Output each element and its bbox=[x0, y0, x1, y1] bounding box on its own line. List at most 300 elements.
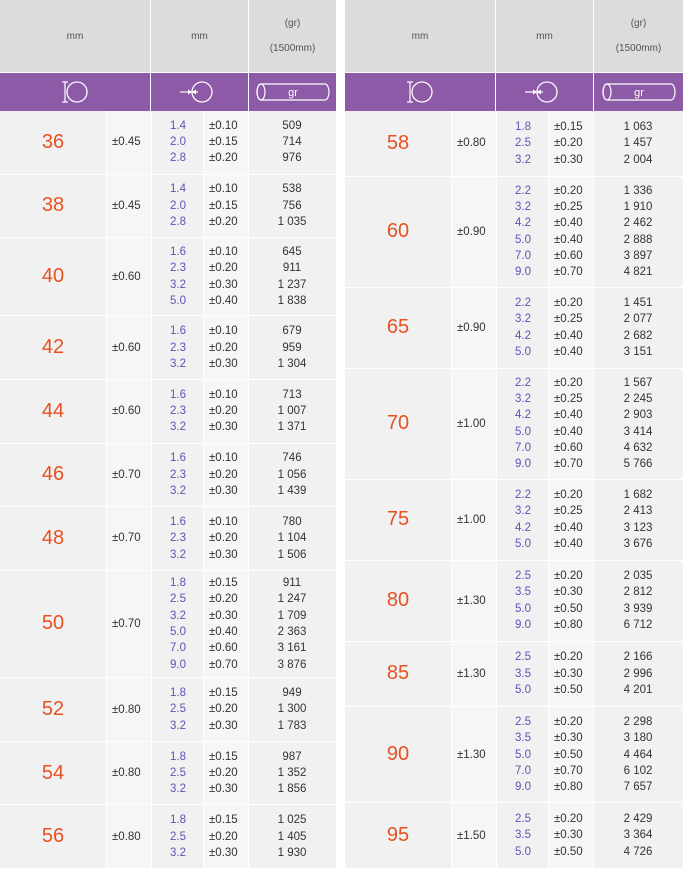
thickness-tolerance-value: ±0.20 bbox=[554, 297, 583, 310]
weight bbox=[593, 642, 683, 707]
wall-thickness-value: 2.5 bbox=[170, 830, 186, 843]
outer-diameter-value: 48 bbox=[41, 526, 65, 549]
table-row bbox=[0, 111, 336, 175]
thickness-tolerance-value: ±0.50 bbox=[554, 684, 583, 697]
weight bbox=[248, 678, 336, 741]
wall-thickness-value: 2.5 bbox=[515, 716, 531, 728]
weight bbox=[248, 507, 336, 570]
wall-thickness-value: 4.2 bbox=[515, 409, 531, 422]
diameter-tolerance bbox=[106, 571, 151, 677]
outer-diameter bbox=[0, 175, 106, 238]
thickness-tolerance-value: ±0.30 bbox=[209, 719, 238, 732]
thickness-tolerance bbox=[203, 444, 248, 507]
weight-value: 3 364 bbox=[623, 829, 653, 842]
diameter-tolerance bbox=[451, 369, 496, 479]
weight-value: 3 897 bbox=[623, 250, 653, 263]
diameter-tolerance bbox=[106, 742, 151, 805]
thickness-tolerance-value: ±0.10 bbox=[209, 452, 238, 465]
weight-value: 6 102 bbox=[623, 764, 653, 777]
table-row bbox=[0, 678, 336, 742]
outer-diameter bbox=[345, 288, 451, 368]
weight-value: 1 104 bbox=[277, 532, 307, 545]
outer-diameter bbox=[0, 380, 106, 443]
wall-thickness bbox=[151, 316, 203, 379]
weight-value: 4 821 bbox=[623, 266, 653, 279]
outer-diameter-value: 58 bbox=[386, 131, 410, 154]
wall-thickness bbox=[496, 642, 548, 707]
weight-value: 6 712 bbox=[623, 618, 653, 631]
thickness-tolerance-value: ±0.20 bbox=[554, 813, 583, 826]
table-row bbox=[345, 369, 683, 480]
weight-value: 1 457 bbox=[623, 137, 653, 150]
tube-weight-icon bbox=[249, 73, 336, 111]
table-row bbox=[345, 561, 683, 642]
weight-value: 3 161 bbox=[277, 642, 307, 655]
weight-unit bbox=[249, 0, 336, 72]
weight-value: 2 035 bbox=[623, 569, 653, 582]
weight-value: 1 304 bbox=[277, 357, 307, 370]
thickness-tolerance-value: ±0.20 bbox=[209, 468, 238, 481]
diameter-tolerance bbox=[451, 177, 496, 287]
diameter-tolerance bbox=[106, 507, 151, 570]
weight-value: 1 063 bbox=[623, 120, 653, 133]
wall-thickness bbox=[151, 111, 203, 174]
weight-value: 1 506 bbox=[277, 548, 307, 561]
thickness-tolerance-value: ±0.10 bbox=[209, 246, 238, 259]
wall-thickness-value: 2.5 bbox=[170, 703, 186, 716]
thickness-tolerance-value: ±0.10 bbox=[209, 516, 238, 529]
diameter-tolerance-value: ±1.30 bbox=[457, 667, 486, 680]
weight-value: 2 298 bbox=[623, 716, 653, 728]
wall-thickness-value: 7.0 bbox=[515, 250, 531, 263]
weight bbox=[593, 288, 683, 368]
thickness-tolerance-value: ±0.20 bbox=[209, 532, 238, 545]
thickness-tolerance-value: ±0.15 bbox=[554, 120, 583, 133]
diameter-tolerance bbox=[106, 316, 151, 379]
weight-value: 509 bbox=[282, 119, 302, 132]
diameter-tolerance-value: ±0.90 bbox=[457, 225, 486, 238]
wall-thickness-value: 1.4 bbox=[170, 183, 186, 196]
wall-thickness-value: 1.6 bbox=[170, 516, 186, 529]
outer-diameter bbox=[0, 678, 106, 741]
wall-thickness bbox=[151, 571, 203, 677]
weight-value: 2 363 bbox=[277, 625, 307, 638]
thickness-tolerance-value: ±0.20 bbox=[554, 184, 583, 197]
outer-diameter-value: 80 bbox=[386, 589, 410, 612]
weight bbox=[248, 444, 336, 507]
diameter-tolerance bbox=[106, 175, 151, 238]
thickness-tolerance-value: ±0.40 bbox=[209, 295, 238, 308]
wall-thickness bbox=[151, 742, 203, 805]
wall-thickness-value: 1.8 bbox=[170, 814, 186, 827]
weight bbox=[593, 111, 683, 176]
wall-thickness-unit: mm bbox=[191, 30, 208, 42]
diameter-tolerance-value: ±0.70 bbox=[112, 617, 141, 630]
weight bbox=[593, 707, 683, 802]
table-row bbox=[0, 175, 336, 239]
thickness-tolerance-value: ±0.30 bbox=[209, 485, 238, 498]
diameter-tolerance-value: ±0.90 bbox=[457, 321, 486, 334]
outer-diameter bbox=[0, 316, 106, 379]
table-row bbox=[0, 316, 336, 380]
weight-value: 3 676 bbox=[623, 538, 653, 551]
wall-thickness-value: 1.8 bbox=[170, 577, 186, 590]
diameter-tolerance-value: ±0.60 bbox=[112, 341, 141, 354]
thickness-tolerance-value: ±0.20 bbox=[554, 489, 583, 502]
wall-thickness-value: 1.8 bbox=[170, 750, 186, 763]
wall-thickness-value: 5.0 bbox=[170, 295, 186, 308]
wall-thickness-value: 2.2 bbox=[515, 489, 531, 502]
thickness-tolerance-value: ±0.50 bbox=[554, 602, 583, 615]
thickness-tolerance bbox=[548, 561, 593, 641]
wall-thickness-value: 3.2 bbox=[170, 609, 186, 622]
wall-thickness bbox=[496, 480, 548, 560]
wall-thickness-value: 9.0 bbox=[515, 266, 531, 279]
weight-value: 2 429 bbox=[623, 813, 653, 826]
wall-thickness bbox=[151, 175, 203, 238]
wall-thickness-value: 3.5 bbox=[515, 667, 531, 680]
outer-diameter bbox=[345, 111, 451, 176]
diameter-tolerance-value: ±1.30 bbox=[457, 748, 486, 761]
wall-thickness-value: 1.8 bbox=[515, 120, 531, 133]
weight bbox=[248, 742, 336, 805]
weight-value: 1 682 bbox=[623, 489, 653, 502]
thickness-tolerance-value: ±0.30 bbox=[209, 357, 238, 370]
weight-value: 714 bbox=[282, 136, 302, 149]
outer-diameter bbox=[345, 707, 451, 802]
outer-diameter-value: 90 bbox=[386, 743, 410, 766]
outer-diameter-value: 85 bbox=[386, 662, 410, 685]
thickness-tolerance-value: ±0.40 bbox=[554, 233, 583, 246]
weight-value: 4 464 bbox=[623, 748, 653, 761]
wall-thickness-value: 5.0 bbox=[170, 625, 186, 638]
diameter-tolerance bbox=[451, 642, 496, 707]
thickness-tolerance bbox=[203, 111, 248, 174]
weight-value: 3 180 bbox=[623, 732, 653, 745]
thickness-tolerance-value: ±0.20 bbox=[209, 262, 238, 275]
wall-thickness-value: 3.2 bbox=[515, 313, 531, 326]
thickness-tolerance-value: ±0.40 bbox=[554, 409, 583, 422]
weight-value: 1 007 bbox=[277, 405, 307, 418]
outer-diameter-unit: mm bbox=[411, 30, 429, 42]
weight bbox=[248, 571, 336, 677]
outer-diameter-value: 50 bbox=[41, 612, 65, 635]
weight-value: 959 bbox=[282, 341, 302, 354]
weight-value: 911 bbox=[282, 577, 302, 590]
thickness-tolerance-value: ±0.30 bbox=[209, 278, 238, 291]
weight-value: 1 300 bbox=[277, 703, 307, 716]
wall-thickness-value: 3.2 bbox=[515, 153, 531, 166]
weight-icon-text: gr bbox=[633, 87, 644, 99]
table-row bbox=[0, 444, 336, 508]
weight bbox=[593, 803, 683, 868]
outer-diameter-value: 95 bbox=[386, 824, 410, 847]
wall-thickness-value: 1.6 bbox=[170, 452, 186, 465]
weight-value: 1 336 bbox=[623, 184, 653, 197]
table-row bbox=[0, 805, 336, 869]
outer-diameter-value: 46 bbox=[41, 463, 65, 486]
outer-diameter-value: 70 bbox=[386, 412, 410, 435]
thickness-tolerance-value: ±0.80 bbox=[554, 781, 583, 794]
wall-thickness bbox=[496, 369, 548, 479]
wall-thickness-value: 4.2 bbox=[515, 329, 531, 342]
thickness-tolerance bbox=[203, 175, 248, 238]
diameter-circle-icon bbox=[345, 73, 495, 111]
weight-value: 3 151 bbox=[623, 346, 653, 359]
wall-thickness bbox=[496, 561, 548, 641]
thickness-tolerance bbox=[203, 380, 248, 443]
outer-diameter bbox=[345, 803, 451, 868]
diameter-tolerance bbox=[451, 561, 496, 641]
thickness-tolerance-value: ±0.15 bbox=[209, 577, 238, 590]
outer-diameter-value: 44 bbox=[41, 399, 65, 422]
thickness-tolerance-value: ±0.15 bbox=[209, 814, 238, 827]
thickness-tolerance bbox=[203, 316, 248, 379]
thickness-tolerance-value: ±0.50 bbox=[554, 845, 583, 858]
thickness-tolerance-value: ±0.30 bbox=[554, 829, 583, 842]
icon-bar bbox=[345, 73, 683, 111]
wall-thickness-value: 2.5 bbox=[515, 137, 531, 150]
weight-value: 2 888 bbox=[623, 233, 653, 246]
weight-value: 538 bbox=[282, 183, 302, 196]
weight-value: 3 123 bbox=[623, 521, 653, 534]
thickness-tolerance-value: ±0.60 bbox=[554, 250, 583, 263]
outer-diameter bbox=[345, 561, 451, 641]
thickness-tolerance bbox=[548, 177, 593, 287]
wall-thickness-value: 3.2 bbox=[170, 278, 186, 291]
weight-value: 4 726 bbox=[623, 845, 653, 858]
weight-value: 756 bbox=[282, 199, 302, 212]
weight-value: 2 077 bbox=[623, 313, 653, 326]
thickness-tolerance bbox=[548, 707, 593, 802]
wall-thickness-value: 2.3 bbox=[170, 262, 186, 275]
wall-thickness-value: 2.0 bbox=[170, 199, 186, 212]
diameter-tolerance bbox=[106, 238, 151, 315]
wall-thickness bbox=[151, 238, 203, 315]
thickness-tolerance bbox=[203, 571, 248, 677]
thickness-tolerance-value: ±0.20 bbox=[209, 152, 238, 165]
thickness-tolerance bbox=[548, 288, 593, 368]
weight-icon-text: gr bbox=[287, 87, 298, 99]
wall-thickness-value: 3.2 bbox=[515, 393, 531, 406]
diameter-tolerance bbox=[451, 803, 496, 868]
wall-thickness bbox=[151, 380, 203, 443]
wall-thickness-value: 5.0 bbox=[515, 233, 531, 246]
outer-diameter bbox=[0, 742, 106, 805]
outer-diameter bbox=[0, 444, 106, 507]
wall-thickness-value: 3.2 bbox=[170, 485, 186, 498]
outer-diameter-value: 42 bbox=[41, 336, 65, 359]
table-row bbox=[345, 111, 683, 177]
table-row bbox=[345, 707, 683, 803]
outer-diameter-value: 38 bbox=[41, 194, 65, 217]
thickness-tolerance bbox=[548, 480, 593, 560]
thickness-tolerance-value: ±0.25 bbox=[554, 393, 583, 406]
outer-diameter-value: 36 bbox=[41, 130, 65, 153]
wall-thickness bbox=[151, 805, 203, 868]
outer-diameter-value: 60 bbox=[386, 220, 410, 243]
diameter-tolerance-value: ±0.45 bbox=[112, 136, 141, 149]
weight-value: 987 bbox=[282, 750, 302, 763]
weight-value: 1 405 bbox=[277, 830, 307, 843]
diameter-tolerance bbox=[451, 707, 496, 802]
outer-diameter bbox=[345, 177, 451, 287]
table-row bbox=[0, 507, 336, 571]
weight bbox=[593, 177, 683, 287]
outer-diameter bbox=[345, 642, 451, 707]
weight-value: 4 201 bbox=[623, 684, 653, 697]
thickness-tolerance-value: ±0.30 bbox=[209, 548, 238, 561]
diameter-tolerance bbox=[451, 480, 496, 560]
thickness-tolerance bbox=[548, 111, 593, 176]
weight bbox=[593, 561, 683, 641]
thickness-tolerance-value: ±0.25 bbox=[554, 313, 583, 326]
thickness-tolerance-value: ±0.30 bbox=[554, 153, 583, 166]
wall-thickness-value: 3.2 bbox=[515, 201, 531, 214]
outer-diameter bbox=[345, 369, 451, 479]
weight bbox=[593, 480, 683, 560]
thickness-tolerance-value: ±0.40 bbox=[554, 217, 583, 230]
thickness-tolerance-value: ±0.30 bbox=[554, 732, 583, 745]
wall-thickness-value: 2.5 bbox=[515, 813, 531, 826]
thickness-tolerance-value: ±0.10 bbox=[209, 183, 238, 196]
table-row bbox=[0, 380, 336, 444]
weight-value: 1 352 bbox=[277, 766, 307, 779]
weight-value: 1 856 bbox=[277, 783, 307, 796]
table-row bbox=[345, 288, 683, 369]
thickness-tolerance-value: ±0.25 bbox=[554, 505, 583, 518]
outer-diameter bbox=[0, 805, 106, 868]
wall-thickness-value: 2.2 bbox=[515, 184, 531, 197]
weight-value: 1 035 bbox=[277, 216, 307, 229]
weight-value: 645 bbox=[282, 246, 302, 259]
thickness-tolerance-value: ±0.70 bbox=[209, 658, 238, 671]
wall-thickness-value: 5.0 bbox=[515, 538, 531, 551]
thickness-tolerance-value: ±0.20 bbox=[209, 593, 238, 606]
weight-value: 911 bbox=[282, 262, 302, 275]
thickness-tolerance-value: ±0.20 bbox=[209, 766, 238, 779]
wall-thickness bbox=[151, 507, 203, 570]
outer-diameter-value: 65 bbox=[386, 316, 410, 339]
weight-value: 2 812 bbox=[623, 586, 653, 599]
wall-thickness-value: 7.0 bbox=[170, 642, 186, 655]
outer-diameter-value: 52 bbox=[41, 698, 65, 720]
thickness-tolerance bbox=[203, 507, 248, 570]
thickness-tolerance-value: ±0.70 bbox=[554, 764, 583, 777]
wall-thickness-value: 2.3 bbox=[170, 468, 186, 481]
thickness-tolerance-value: ±0.50 bbox=[554, 748, 583, 761]
wall-thickness-value: 2.5 bbox=[170, 766, 186, 779]
weight-value: 679 bbox=[282, 325, 302, 338]
diameter-tolerance-value: ±1.50 bbox=[457, 829, 486, 842]
thickness-tolerance-value: ±0.30 bbox=[554, 586, 583, 599]
wall-thickness-value: 3.5 bbox=[515, 586, 531, 599]
table-row bbox=[345, 803, 683, 869]
weight-value: 713 bbox=[282, 388, 302, 401]
wall-thickness bbox=[151, 444, 203, 507]
wall-thickness-value: 2.2 bbox=[515, 376, 531, 389]
table-header bbox=[345, 0, 683, 73]
weight-value: 1 567 bbox=[623, 376, 653, 389]
diameter-tolerance bbox=[451, 111, 496, 176]
thickness-tolerance-value: ±0.30 bbox=[209, 421, 238, 434]
weight-value: 1 930 bbox=[277, 846, 307, 859]
thickness-tolerance-value: ±0.20 bbox=[554, 716, 583, 728]
weight-unit bbox=[594, 0, 683, 72]
weight-value: 2 166 bbox=[623, 651, 653, 664]
wall-thickness bbox=[151, 678, 203, 741]
weight-value: 3 414 bbox=[623, 425, 653, 438]
wall-thickness bbox=[496, 803, 548, 868]
diameter-tolerance bbox=[106, 444, 151, 507]
outer-diameter-value: 75 bbox=[386, 508, 410, 531]
weight-value: 2 462 bbox=[623, 217, 653, 230]
weight bbox=[248, 238, 336, 315]
wall-thickness-value: 3.2 bbox=[170, 846, 186, 859]
wall-thickness-value: 5.0 bbox=[515, 845, 531, 858]
diameter-tolerance-value: ±0.80 bbox=[112, 830, 141, 843]
wall-thickness-unit: mm bbox=[536, 30, 553, 42]
table-row bbox=[345, 177, 683, 288]
outer-diameter-value: 56 bbox=[41, 825, 65, 848]
outer-diameter bbox=[0, 238, 106, 315]
wall-thickness bbox=[496, 288, 548, 368]
left-table bbox=[0, 0, 336, 859]
weight bbox=[248, 380, 336, 443]
thickness-tolerance-value: ±0.80 bbox=[554, 618, 583, 631]
wall-thickness-value: 9.0 bbox=[170, 658, 186, 671]
thickness-tolerance-value: ±0.25 bbox=[554, 201, 583, 214]
weight bbox=[248, 175, 336, 238]
wall-thickness-value: 3.5 bbox=[515, 732, 531, 745]
weight-value: 2 996 bbox=[623, 667, 653, 680]
thickness-tolerance-value: ±0.10 bbox=[209, 325, 238, 338]
diameter-tolerance-value: ±0.45 bbox=[112, 199, 141, 212]
thickness-tolerance-value: ±0.70 bbox=[554, 458, 583, 471]
diameter-tolerance bbox=[106, 380, 151, 443]
weight-value: 1 709 bbox=[277, 609, 307, 622]
wall-thickness-value: 3.2 bbox=[170, 548, 186, 561]
thickness-tolerance-value: ±0.20 bbox=[554, 376, 583, 389]
weight-value: 2 004 bbox=[623, 153, 653, 166]
thickness-tolerance bbox=[203, 678, 248, 741]
wall-thickness-value: 2.5 bbox=[170, 593, 186, 606]
thickness-tolerance-value: ±0.40 bbox=[554, 521, 583, 534]
diameter-tolerance bbox=[106, 805, 151, 868]
wall-thickness-value: 3.2 bbox=[170, 357, 186, 370]
wall-thickness-value: 3.2 bbox=[170, 421, 186, 434]
thickness-tolerance bbox=[548, 642, 593, 707]
outer-diameter bbox=[345, 480, 451, 560]
wall-thickness-value: 5.0 bbox=[515, 425, 531, 438]
weight-value: 3 876 bbox=[277, 658, 307, 671]
weight-value: 2 245 bbox=[623, 393, 653, 406]
diameter-tolerance-value: ±0.80 bbox=[457, 137, 486, 150]
diameter-tolerance-value: ±0.80 bbox=[112, 767, 141, 780]
thickness-tolerance-value: ±0.60 bbox=[554, 442, 583, 455]
thickness-tolerance-value: ±0.30 bbox=[209, 846, 238, 859]
weight-unit-label: (gr) bbox=[284, 18, 301, 29]
wall-thickness-value: 2.3 bbox=[170, 405, 186, 418]
right-table bbox=[345, 0, 683, 858]
diameter-tolerance-value: ±1.00 bbox=[457, 417, 486, 430]
thickness-tolerance-value: ±0.40 bbox=[554, 329, 583, 342]
wall-thickness-icon bbox=[151, 73, 248, 111]
weight-value: 2 682 bbox=[623, 329, 653, 342]
weight-value: 1 451 bbox=[623, 297, 653, 310]
thickness-tolerance-value: ±0.40 bbox=[554, 538, 583, 551]
diameter-tolerance bbox=[106, 111, 151, 174]
